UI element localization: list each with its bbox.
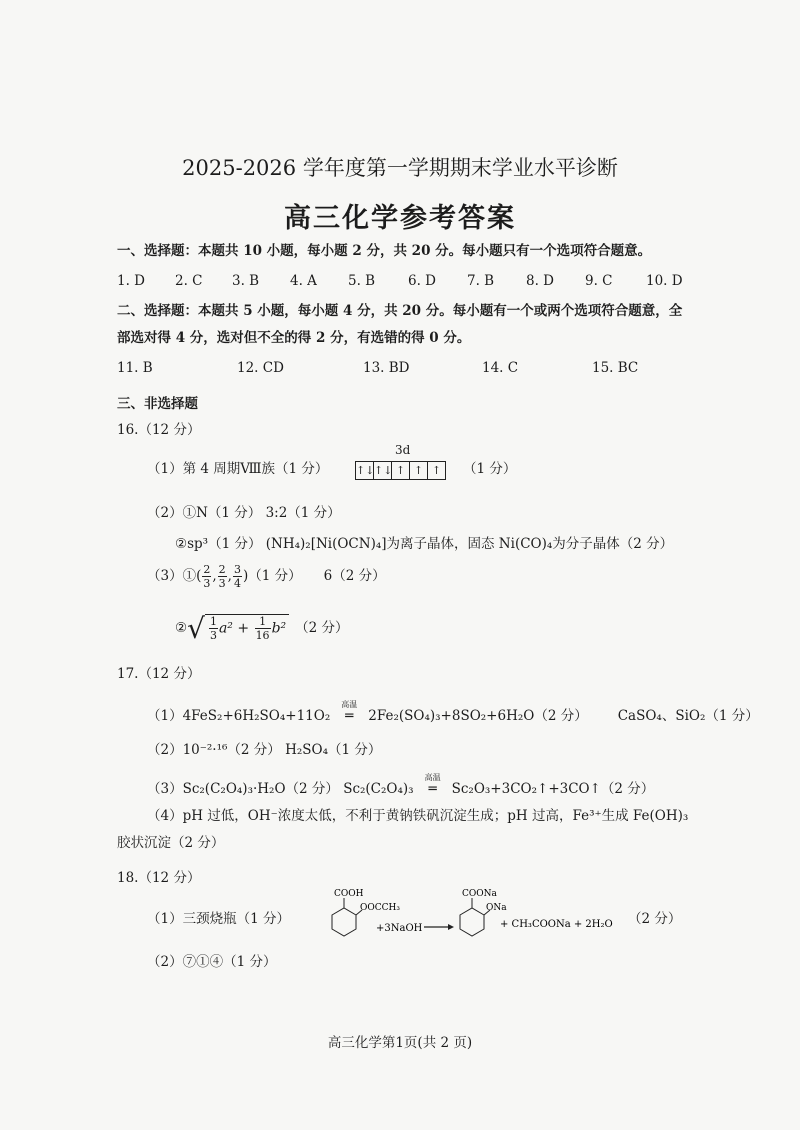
q16-part3-line1: （3）①( $\frac{2}{3}$ , $\frac{2}{3}$ , $\frac{3}{4}$ )（1 分） 6（2 分） (147, 563, 386, 590)
fraction: $\frac{3}{4}$ (233, 563, 241, 590)
q17-part4-line1: （4）pH 过低，OH⁻浓度太低，不利于黄钠铁矾沉淀生成；pH 过高，Fe³⁺生成 Fe(OH)₃ (147, 808, 689, 824)
orbital-box: ↑ (410, 462, 428, 479)
q18-part1-text: （1）三颈烧瓶（1 分） (147, 911, 290, 927)
orbital-box: ↑ (392, 462, 410, 479)
q18-part2: （2）⑦①④（1 分） (147, 954, 277, 970)
q16-part1-text: （1）第 4 周期Ⅷ族（1 分） (147, 461, 329, 477)
q17-part2: （2）10⁻²·¹⁶（2 分） H₂SO₄（1 分） (147, 742, 382, 758)
answer-item: 8. D (526, 273, 554, 289)
equation-arrow: 高温 ═ (424, 773, 441, 797)
q16-part3-line2-label: ② (175, 620, 188, 636)
q18-label: 18.（12 分） (117, 870, 201, 886)
q16-part2-line2: ②sp³（1 分） (NH₄)₂[Ni(OCN)₄]为离子晶体，固态 Ni(CO)₄为分子晶体（2 分） (175, 536, 674, 552)
q16-part3-label: （3）① (147, 568, 197, 584)
q17-part4-line2: 胶状沉淀（2 分） (117, 835, 225, 851)
fraction: $\frac{2}{3}$ (218, 563, 226, 590)
answer-item: 5. B (348, 273, 376, 289)
orbital-label: 3d (395, 443, 411, 457)
q18-part1-score: （2 分） (628, 911, 682, 927)
orbital-diagram (355, 461, 446, 480)
answer-key-title: 高三化学参考答案 (284, 203, 516, 234)
answer-item: 14. C (482, 360, 519, 376)
answer-item: 1. D (117, 273, 145, 289)
orbital-box: ↑ (431, 464, 442, 477)
q16-part2-line1: （2）①N（1 分） 3:2（1 分） (147, 505, 341, 521)
answer-item: 10. D (646, 273, 683, 289)
exam-title: 2025-2026 学年度第一学期期末学业水平诊断 (182, 156, 618, 180)
q16-label: 16.（12 分） (117, 422, 201, 438)
coord-open: ( (196, 568, 202, 584)
product-side-group: ONa (486, 903, 507, 913)
fraction: $\frac{2}{3}$ (203, 563, 211, 590)
reactant-side-group: OOCCH₃ (360, 903, 400, 913)
q16-part3-extra: 6（2 分） (323, 568, 386, 584)
answer-item: 9. C (585, 273, 613, 289)
reagent: +3NaOH (376, 923, 423, 934)
page-footer: 高三化学第1页(共 2 页) (327, 1035, 473, 1051)
orbital-box: ↑↓ (356, 464, 375, 477)
answer-item: 4. A (290, 273, 317, 289)
section3-heading: 三、非选择题 (117, 396, 198, 412)
answer-item: 13. BD (363, 360, 410, 376)
sqrt-expression: √ $\frac{1}{3}$ a² + $\frac{1}{16}$ b² (187, 612, 289, 645)
q16-part3-score1: （1 分） (248, 568, 302, 584)
answer-item: 15. BC (592, 360, 639, 376)
q16-part3-line2 (175, 612, 349, 645)
coord-close: ) (242, 568, 249, 584)
fraction: $\frac{1}{16}$ (255, 615, 270, 642)
section1-heading: 一、选择题：本题共 10 小题，每小题 2 分，共 20 分。每小题只有一个选项符合题意。 (117, 243, 652, 259)
q17-label: 17.（12 分） (117, 666, 201, 682)
q17-part3: （3）Sc₂(C₂O₄)₃·H₂O（2 分） Sc₂(C₂O₄)₃ 高温 ═ Sc₂O₃+3CO₂↑+3CO↑（2 分） (147, 773, 655, 797)
answer-item: 2. C (175, 273, 203, 289)
section2-heading-line1: 二、选择题：本题共 5 小题，每小题 4 分，共 20 分。每小题有一个或两个选项符合题意，全 (117, 303, 683, 319)
answer-item: 11. B (117, 360, 153, 376)
benzene-ring-product (460, 908, 484, 936)
q16-part3-line2-score: （2 分） (295, 620, 349, 636)
answer-item: 6. D (408, 273, 436, 289)
q17-part1: （1）4FeS₂+6H₂SO₄+11O₂ 高温 ═ 2Fe₂(SO₄)₃+8SO₂+6H₂O（2 分） CaSO₄、SiO₂（1 分） (147, 700, 759, 724)
answer-item: 7. B (467, 273, 495, 289)
product-top-group: COONa (462, 889, 497, 899)
fraction: $\frac{1}{3}$ (209, 615, 217, 642)
benzene-ring-reactant (332, 908, 356, 936)
product-rest: + CH₃COONa + 2H₂O (500, 919, 613, 930)
equation-arrow: 高温 ═ (341, 700, 358, 724)
answer-item: 3. B (232, 273, 260, 289)
reactant-top-group: COOH (334, 889, 364, 899)
orbital-box: ↑↓ (374, 464, 393, 477)
q16-part1-score: （1 分） (463, 461, 517, 477)
reaction-scheme (300, 880, 630, 950)
answer-item: 12. CD (237, 360, 284, 376)
section2-heading-line2: 部选对得 4 分，选对但不全的得 2 分，有选错的得 0 分。 (117, 330, 471, 346)
